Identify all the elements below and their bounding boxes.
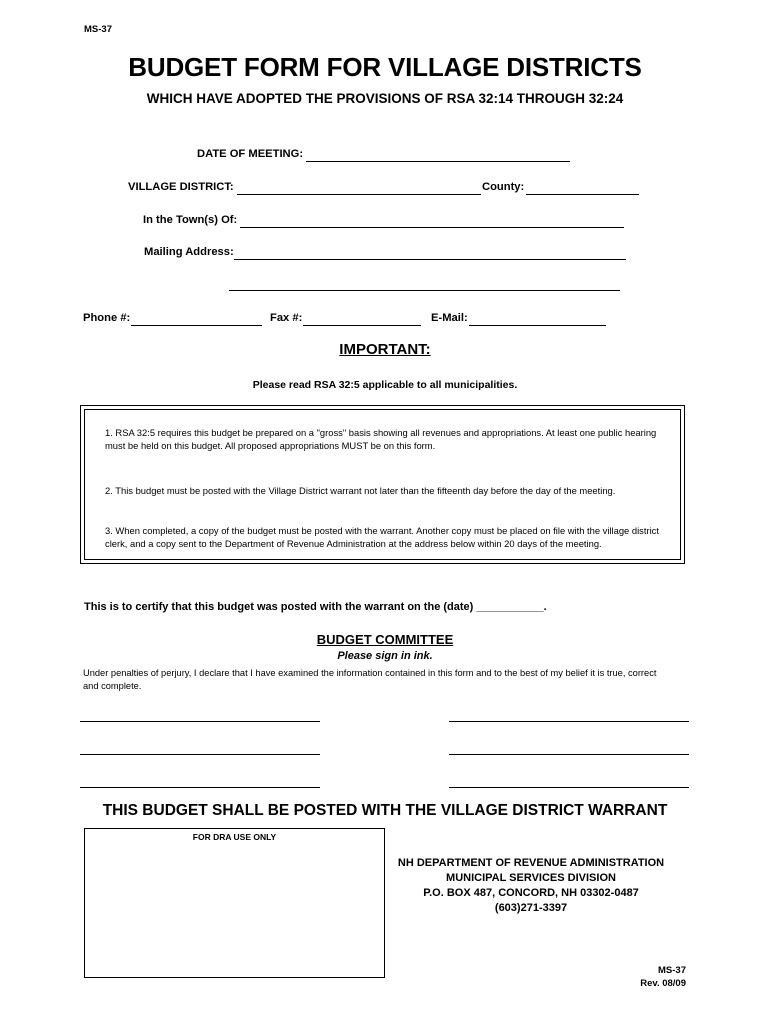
footer-form-code: MS-37 (658, 965, 686, 976)
county-field[interactable] (526, 180, 639, 195)
email-field[interactable] (469, 311, 606, 326)
note-3: 3. When completed, a copy of the budget must be posted with the warrant. Another copy must be placed on file with the village district clerk, and a copy sent to the Department of Revenue Administration at the address below within 20 days of the meeting. (105, 525, 659, 549)
dra-address (390, 856, 672, 916)
signature-line-right-3[interactable] (449, 787, 689, 788)
date-of-meeting-label: DATE OF MEETING: (197, 148, 304, 160)
note-2: 2. This budget must be posted with the Village District warrant not later than the fifteenth day before the day of the meeting. (105, 485, 616, 496)
signature-line-left-1[interactable] (80, 721, 320, 722)
mailing-address-field-2[interactable] (229, 276, 620, 291)
mailing-address-label: Mailing Address: (144, 246, 234, 258)
county-label: County: (482, 181, 525, 193)
date-of-meeting-field[interactable] (306, 147, 570, 162)
signature-line-right-1[interactable] (449, 721, 689, 722)
signature-line-right-2[interactable] (449, 754, 689, 755)
address-line-2: MUNICIPAL SERVICES DIVISION (446, 872, 616, 884)
important-instruction: Please read RSA 32:5 applicable to all municipalities. (252, 379, 518, 391)
village-district-field[interactable] (237, 180, 481, 195)
mailing-address-field[interactable] (234, 245, 626, 260)
certify-statement (84, 601, 547, 613)
form-code-top: MS-37 (84, 24, 112, 35)
dra-use-label: FOR DRA USE ONLY (192, 832, 277, 842)
dra-use-box (84, 828, 385, 978)
important-heading: IMPORTANT: (339, 341, 431, 358)
page-subtitle: WHICH HAVE ADOPTED THE PROVISIONS OF RSA 32:14 THROUGH 32:24 (146, 91, 624, 106)
fax-label: Fax #: (270, 312, 303, 324)
posting-notice: THIS BUDGET SHALL BE POSTED WITH THE VILLAGE DISTRICT WARRANT (102, 802, 668, 819)
towns-label: In the Town(s) Of: (143, 214, 238, 226)
footer (640, 964, 686, 990)
sign-in-ink-note: Please sign in ink. (337, 650, 433, 662)
certify-date-field[interactable]: ___________. (476, 601, 547, 613)
budget-committee-heading: BUDGET COMMITTEE (316, 632, 454, 647)
towns-field[interactable] (240, 213, 624, 228)
fax-field[interactable] (303, 311, 421, 326)
note-1: 1. RSA 32:5 requires this budget be prepared on a "gross" basis showing all revenues and appropriations. At least one public hearing must be held on this budget. All proposed appropriations MUST be on this form. (105, 427, 657, 451)
signature-line-left-2[interactable] (80, 754, 320, 755)
village-district-label: VILLAGE DISTRICT: (128, 181, 234, 193)
phone-field[interactable] (131, 311, 262, 326)
important-notes-box (80, 405, 685, 564)
footer-revision: Rev. 08/09 (640, 978, 686, 989)
address-line-4: (603)271-3397 (494, 902, 568, 914)
signature-line-left-3[interactable] (80, 787, 320, 788)
page-title: BUDGET FORM FOR VILLAGE DISTRICTS (128, 52, 642, 82)
phone-label: Phone #: (83, 312, 131, 324)
address-line-1: NH DEPARTMENT OF REVENUE ADMINISTRATION (397, 857, 665, 869)
perjury-declaration: Under penalties of perjury, I declare that I have examined the information contained in this form and to the best of my belief it is true, correct and complete. (83, 668, 657, 691)
certify-text: This is to certify that this budget was posted with the warrant on the (date) (84, 601, 474, 613)
email-label: E-Mail: (431, 312, 468, 324)
address-line-3: P.O. BOX 487, CONCORD, NH 03302-0487 (423, 887, 639, 899)
